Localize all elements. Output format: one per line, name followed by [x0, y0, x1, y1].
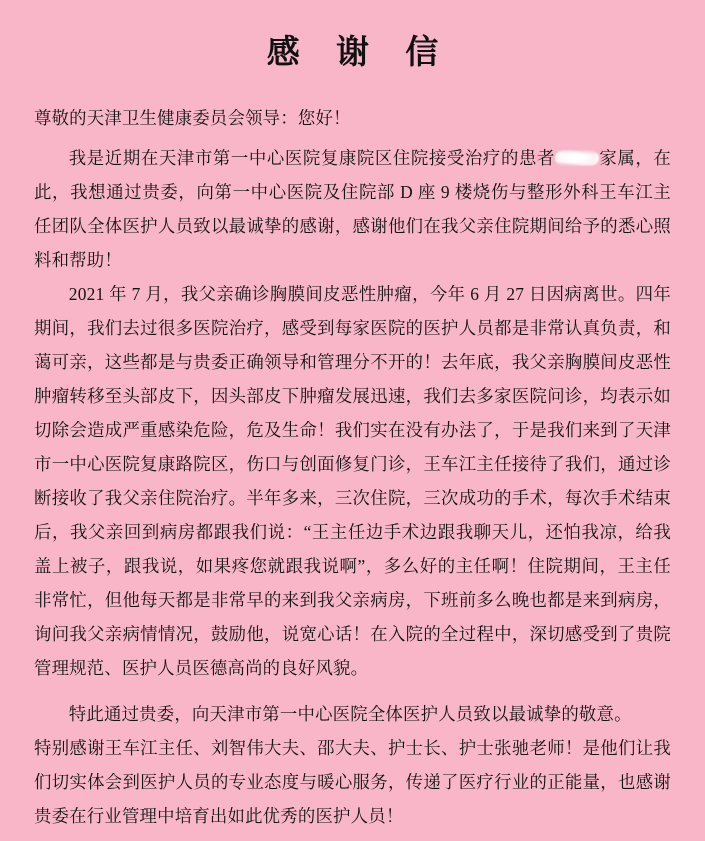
paragraph-1-part-1: 我是近期在天津市第一中心医院复康院区住院接受治疗的患者	[68, 148, 555, 168]
page-title: 感 谢 信	[266, 35, 453, 71]
paragraph-1	[34, 141, 671, 277]
paragraph-spacer	[34, 685, 671, 697]
paragraph-1-part-2: 家属，在此，我想通过贵委，向第一中心医院及住院部 D 座 9 楼烧伤与整形外科王车江主任团队全体医护人员致以最诚挚的感谢，感谢他们在我父亲住院期间给予的悉心照料和帮助！	[34, 148, 671, 270]
letter-body	[34, 101, 671, 833]
paragraph-2: 2021 年 7 月，我父亲确诊胸膜间皮恶性肿瘤，今年 6 月 27 日因病离世。四年期间，我们去过很多医院治疗，感受到每家医院的医护人员都是非常认真负责，和蔼可亲，这些都是与贵委正确领导和管理分不开的！去年底，我父亲胸膜间皮恶性肿瘤转移至头部皮下，因头部皮下肿瘤发展迅速，我们去多家医院问诊，均表示如切除会造成严重感染危险，危及生命！我们实在没有办法了，于是我们来到了天津市一中心医院复康路院区，伤口与创面修复门诊，王车江主任接待了我们，通过诊断接收了我父亲住院治疗。半年多来，三次住院，三次成功的手术，每次手术结束后，我父亲回到病房都跟我们说：“王主任边手术边跟我聊天儿，还怕我凉，给我盖上被子，跟我说，如果疼您就跟我说啊”，多么好的主任啊！住院期间，王主任非常忙，但他每天都是非常早的来到我父亲病房，下班前多么晚也都是来到病房，询问我父亲病情情况，鼓励他，说宽心话！在入院的全过程中，深切感受到了贵院管理规范、医护人员医德高尚的良好风貌。	[34, 284, 671, 678]
salutation-line: 尊敬的天津卫生健康委员会领导：您好！	[34, 108, 351, 128]
paragraph-3: 特此通过贵委，向天津市第一中心医院全体医护人员致以最诚挚的敬意。	[68, 704, 632, 724]
redacted-name-icon	[555, 150, 599, 166]
paragraph-4: 特别感谢王车江主任、刘智伟大夫、邵大夫、护士长、护士张驰老师！是他们让我们切实体会到医护人员的专业态度与暖心服务，传递了医疗行业的正能量，也感谢贵委在行业管理中培育出如此优秀的医护人员！	[34, 738, 671, 826]
